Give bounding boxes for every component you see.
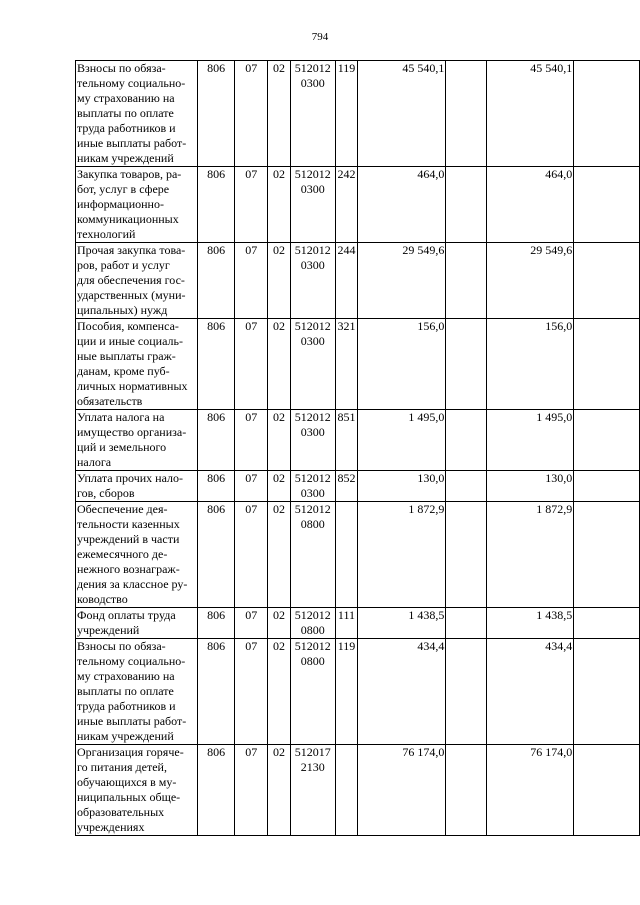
expense-type-code-cell: 111 <box>335 608 358 639</box>
section-code-cell: 07 <box>235 319 268 410</box>
amount-empty-cell <box>574 319 640 410</box>
department-code-cell: 806 <box>198 410 235 471</box>
item-name-cell: Уплата прочих нало- гов, сборов <box>76 471 198 502</box>
amount-empty-cell <box>446 410 487 471</box>
amount-cell: 29 549,6 <box>487 243 574 319</box>
amount-cell: 1 872,9 <box>358 502 446 608</box>
expense-type-code-cell: 321 <box>335 319 358 410</box>
amount-empty-cell <box>574 243 640 319</box>
table-row <box>76 243 640 319</box>
subsection-code-cell: 02 <box>268 639 291 745</box>
section-code-cell: 07 <box>235 471 268 502</box>
amount-cell: 76 174,0 <box>358 745 446 836</box>
amount-cell: 156,0 <box>358 319 446 410</box>
amount-empty-cell <box>446 745 487 836</box>
department-code-cell: 806 <box>198 471 235 502</box>
expense-type-code-cell <box>335 502 358 608</box>
amount-cell: 1 438,5 <box>487 608 574 639</box>
item-name-cell: Обеспечение дея- тельности казенных учреждений в части ежемесячного де- нежного вознаграж- дения за классное ру- ководство <box>76 502 198 608</box>
subsection-code-cell: 02 <box>268 608 291 639</box>
target-article-code-cell: 512012 0300 <box>290 319 335 410</box>
subsection-code-cell: 02 <box>268 410 291 471</box>
item-name-cell: Прочая закупка това- ров, работ и услуг для обеспечения гос- ударственных (муни- ципальных) нужд <box>76 243 198 319</box>
department-code-cell: 806 <box>198 61 235 167</box>
item-name-cell: Закупка товаров, ра- бот, услуг в сфере информационно- коммуникационных технологий <box>76 167 198 243</box>
subsection-code-cell: 02 <box>268 471 291 502</box>
department-code-cell: 806 <box>198 319 235 410</box>
department-code-cell: 806 <box>198 745 235 836</box>
target-article-code-cell: 512012 0800 <box>290 502 335 608</box>
section-code-cell: 07 <box>235 61 268 167</box>
item-name-cell: Организация горяче- го питания детей, обучающихся в му- ниципальных обще- образовательных учреждениях <box>76 745 198 836</box>
amount-empty-cell <box>446 639 487 745</box>
amount-empty-cell <box>446 61 487 167</box>
amount-empty-cell <box>574 410 640 471</box>
subsection-code-cell: 02 <box>268 167 291 243</box>
expense-type-code-cell: 119 <box>335 639 358 745</box>
item-name-cell: Взносы по обяза- тельному социально- му страхованию на выплаты по оплате труда работников и иные выплаты работ- никам учреждений <box>76 61 198 167</box>
subsection-code-cell: 02 <box>268 243 291 319</box>
section-code-cell: 07 <box>235 639 268 745</box>
amount-cell: 130,0 <box>358 471 446 502</box>
amount-cell: 45 540,1 <box>358 61 446 167</box>
amount-cell: 1 872,9 <box>487 502 574 608</box>
table-row <box>76 471 640 502</box>
amount-empty-cell <box>446 608 487 639</box>
amount-cell: 1 438,5 <box>358 608 446 639</box>
amount-cell: 1 495,0 <box>358 410 446 471</box>
amount-cell: 156,0 <box>487 319 574 410</box>
amount-cell: 130,0 <box>487 471 574 502</box>
amount-empty-cell <box>574 167 640 243</box>
expense-type-code-cell <box>335 745 358 836</box>
table-row <box>76 502 640 608</box>
target-article-code-cell: 512012 0800 <box>290 608 335 639</box>
amount-cell: 76 174,0 <box>487 745 574 836</box>
table-row <box>76 410 640 471</box>
page-number: 794 <box>311 31 329 43</box>
amount-empty-cell <box>574 502 640 608</box>
table-row <box>76 639 640 745</box>
target-article-code-cell: 512012 0300 <box>290 471 335 502</box>
expense-type-code-cell: 851 <box>335 410 358 471</box>
subsection-code-cell: 02 <box>268 745 291 836</box>
amount-cell: 1 495,0 <box>487 410 574 471</box>
amount-empty-cell <box>446 319 487 410</box>
table-row <box>76 167 640 243</box>
department-code-cell: 806 <box>198 639 235 745</box>
amount-empty-cell <box>574 61 640 167</box>
amount-empty-cell <box>446 471 487 502</box>
target-article-code-cell: 512012 0800 <box>290 639 335 745</box>
subsection-code-cell: 02 <box>268 61 291 167</box>
department-code-cell: 806 <box>198 502 235 608</box>
amount-empty-cell <box>446 243 487 319</box>
section-code-cell: 07 <box>235 243 268 319</box>
section-code-cell: 07 <box>235 745 268 836</box>
department-code-cell: 806 <box>198 608 235 639</box>
amount-cell: 464,0 <box>358 167 446 243</box>
table-row <box>76 745 640 836</box>
expense-type-code-cell: 119 <box>335 61 358 167</box>
amount-empty-cell <box>574 471 640 502</box>
department-code-cell: 806 <box>198 167 235 243</box>
section-code-cell: 07 <box>235 167 268 243</box>
amount-cell: 434,4 <box>358 639 446 745</box>
subsection-code-cell: 02 <box>268 319 291 410</box>
amount-cell: 29 549,6 <box>358 243 446 319</box>
amount-empty-cell <box>446 502 487 608</box>
expense-type-code-cell: 852 <box>335 471 358 502</box>
target-article-code-cell: 512012 0300 <box>290 61 335 167</box>
item-name-cell: Уплата налога на имущество организа- ций и земельного налога <box>76 410 198 471</box>
table-row <box>76 608 640 639</box>
budget-table <box>75 60 640 836</box>
amount-empty-cell <box>574 608 640 639</box>
item-name-cell: Фонд оплаты труда учреждений <box>76 608 198 639</box>
expense-type-code-cell: 244 <box>335 243 358 319</box>
target-article-code-cell: 512012 0300 <box>290 243 335 319</box>
amount-cell: 45 540,1 <box>487 61 574 167</box>
target-article-code-cell: 512012 0300 <box>290 167 335 243</box>
subsection-code-cell: 02 <box>268 502 291 608</box>
amount-empty-cell <box>574 745 640 836</box>
target-article-code-cell: 512012 0300 <box>290 410 335 471</box>
table-row <box>76 319 640 410</box>
table-body <box>76 61 640 836</box>
amount-cell: 434,4 <box>487 639 574 745</box>
expense-type-code-cell: 242 <box>335 167 358 243</box>
section-code-cell: 07 <box>235 608 268 639</box>
section-code-cell: 07 <box>235 410 268 471</box>
section-code-cell: 07 <box>235 502 268 608</box>
department-code-cell: 806 <box>198 243 235 319</box>
item-name-cell: Взносы по обяза- тельному социально- му страхованию на выплаты по оплате труда работников и иные выплаты работ- никам учреждений <box>76 639 198 745</box>
item-name-cell: Пособия, компенса- ции и иные социаль- ные выплаты граж- данам, кроме пуб- личных нормативных обязательств <box>76 319 198 410</box>
target-article-code-cell: 512017 2130 <box>290 745 335 836</box>
amount-empty-cell <box>446 167 487 243</box>
amount-cell: 464,0 <box>487 167 574 243</box>
amount-empty-cell <box>574 639 640 745</box>
table-row <box>76 61 640 167</box>
